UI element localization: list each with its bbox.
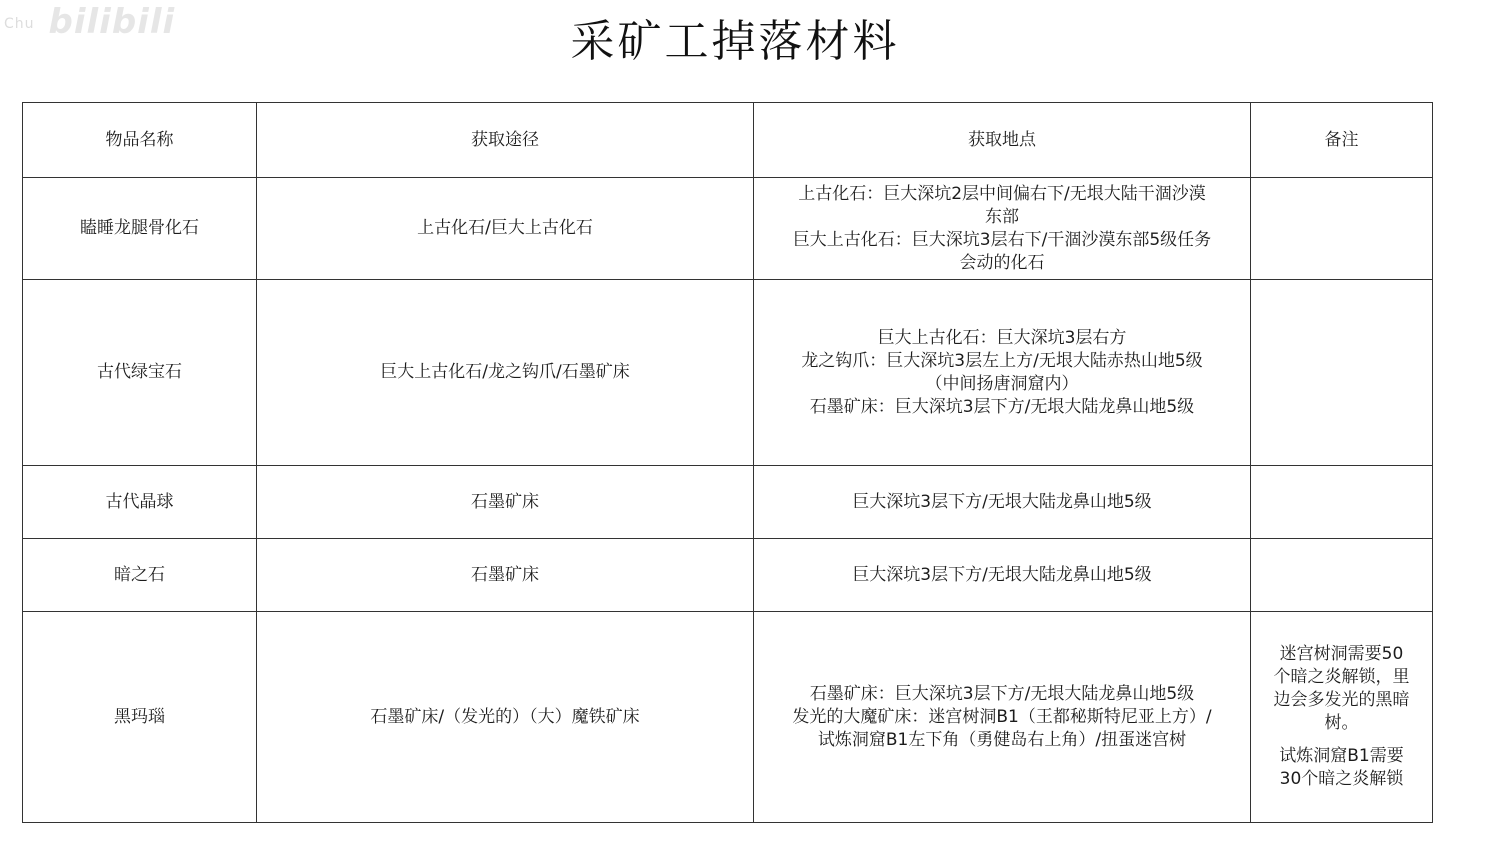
- table-header-row: [23, 103, 1433, 178]
- notes-cell: [1251, 466, 1433, 539]
- location-cell: [754, 539, 1251, 612]
- item-name-cell: 瞌睡龙腿骨化石: [23, 178, 257, 280]
- location-line: 巨大深坑3层下方/无垠大陆龙鼻山地5级: [852, 491, 1152, 512]
- item-name-cell: 黑玛瑙: [23, 612, 257, 823]
- location-line: 石墨矿床：巨大深坑3层下方/无垠大陆龙鼻山地5级: [809, 683, 1195, 704]
- item-name-cell: 古代晶球: [23, 466, 257, 539]
- location-line: 巨大深坑3层下方/无垠大陆龙鼻山地5级: [852, 564, 1152, 585]
- source-cell: 石墨矿床: [257, 539, 754, 612]
- location-line: 发光的大魔矿床：迷宫树洞B1（王都秘斯特尼亚上方）/: [792, 706, 1212, 727]
- notes-cell: [1251, 539, 1433, 612]
- page-title: 采矿工掉落材料: [570, 16, 900, 67]
- location-cell: [754, 466, 1251, 539]
- table-row: [23, 612, 1433, 823]
- source-cell: 巨大上古化石/龙之钩爪/石墨矿床: [257, 280, 754, 466]
- source-cell: 上古化石/巨大上古化石: [257, 178, 754, 280]
- source-cell: 石墨矿床/（发光的）（大）魔铁矿床: [257, 612, 754, 823]
- location-line: 试炼洞窟B1左下角（勇健岛右上角）/扭蛋迷宫树: [817, 729, 1187, 750]
- materials-table: [22, 102, 1433, 823]
- notes-cell: [1251, 280, 1433, 466]
- table-row: [23, 280, 1433, 466]
- source-cell: 石墨矿床: [257, 466, 754, 539]
- item-name-cell: 暗之石: [23, 539, 257, 612]
- header-notes: 备注: [1251, 103, 1433, 178]
- bilibili-watermark: Chu bilibili: [4, 2, 176, 42]
- location-line: 巨大上古化石：巨大深坑3层右下/干涸沙漠东部5级任务: [792, 229, 1212, 250]
- location-cell: [754, 178, 1251, 280]
- table-row: [23, 539, 1433, 612]
- notes-cell: [1251, 612, 1433, 823]
- note-text: 试炼洞窟B1需要30个暗之炎解锁: [1279, 746, 1404, 789]
- location-line: 石墨矿床：巨大深坑3层下方/无垠大陆龙鼻山地5级: [809, 396, 1195, 417]
- location-cell: [754, 280, 1251, 466]
- header-item-name: 物品名称: [23, 103, 257, 178]
- table-row: [23, 178, 1433, 280]
- note-text: 迷宫树洞需要50个暗之炎解锁，里边会多发光的黑暗树。: [1273, 644, 1410, 733]
- location-cell: [754, 612, 1251, 823]
- location-line: （中间扬唐洞窟内）: [925, 373, 1079, 394]
- location-line: 上古化石：巨大深坑2层中间偏右下/无垠大陆干涸沙漠: [798, 183, 1206, 204]
- location-line: 东部: [985, 206, 1019, 227]
- location-line: 巨大上古化石：巨大深坑3层右方: [877, 327, 1127, 348]
- table-row: [23, 466, 1433, 539]
- header-location: 获取地点: [754, 103, 1251, 178]
- item-name-cell: 古代绿宝石: [23, 280, 257, 466]
- notes-cell: [1251, 178, 1433, 280]
- header-source: 获取途径: [257, 103, 754, 178]
- location-line: 龙之钩爪：巨大深坑3层左上方/无垠大陆赤热山地5级: [801, 350, 1203, 371]
- location-line: 会动的化石: [959, 252, 1045, 273]
